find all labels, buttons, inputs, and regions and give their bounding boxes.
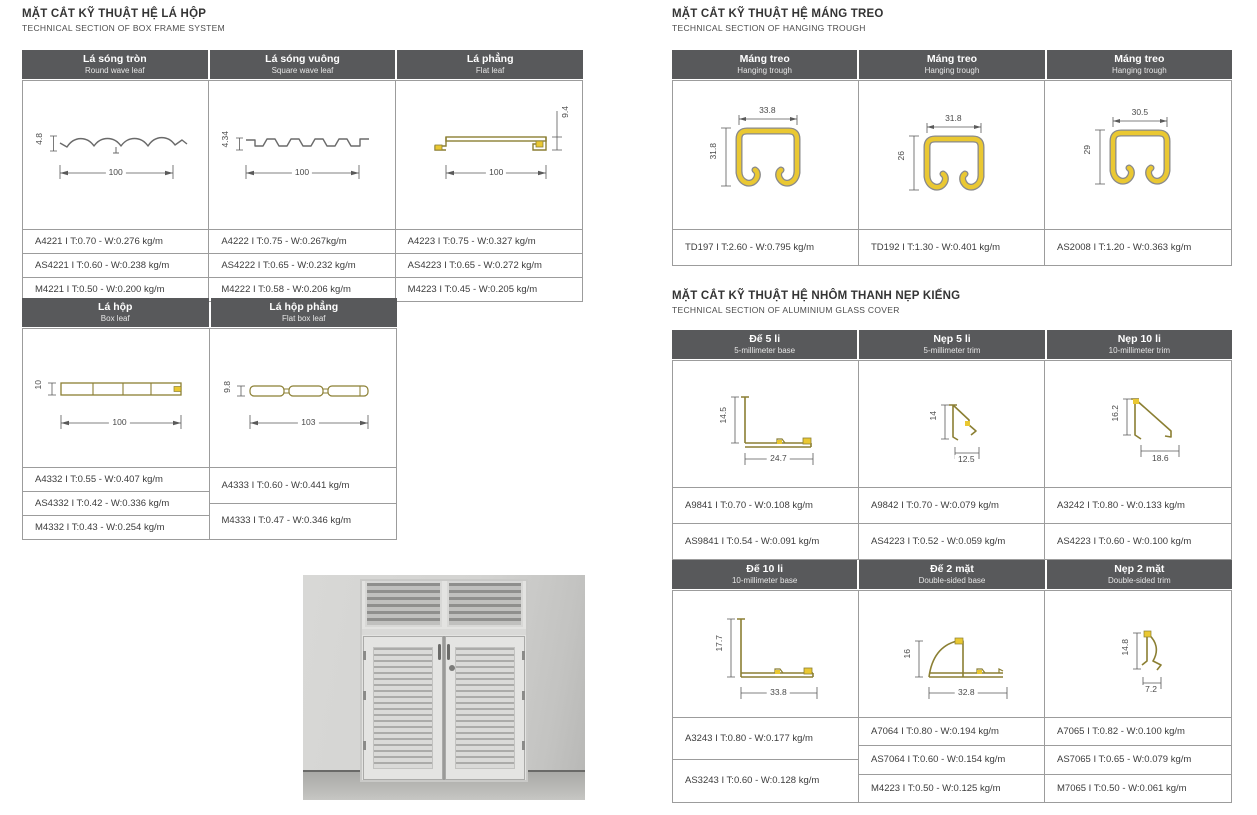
dim-label: 14: [928, 411, 938, 421]
dim-label: 4.8: [34, 133, 44, 145]
profile-path: [949, 405, 976, 440]
header-en: Box leaf: [100, 314, 130, 323]
spec-row: M4223 I T:0.45 - W:0.205 kg/m: [396, 277, 582, 301]
transom-louver-right: [447, 581, 524, 627]
column-flat-box-leaf: [210, 329, 397, 539]
dim-label: 18.6: [1149, 454, 1172, 463]
trough-profile-drawing: [859, 81, 1045, 229]
column-10mm-trim: [1045, 361, 1231, 559]
spec-row: A4222 I T:0.75 - W:0.267kg/m: [209, 229, 394, 253]
dim-label: 24.7: [767, 454, 790, 463]
column-header-flat-box-leaf: [211, 298, 398, 327]
dimension-line: [941, 405, 949, 439]
transom-louvers: [365, 581, 523, 627]
spec-row: A9841 I T:0.70 - W:0.108 kg/m: [673, 487, 858, 523]
column-trough-1: [673, 81, 859, 265]
dimension-line: [1095, 130, 1105, 184]
spec-row: AS4332 I T:0.42 - W:0.336 kg/m: [23, 491, 209, 515]
profile-accent: [775, 670, 780, 674]
profile-detail: [113, 147, 119, 153]
header-vi: Nẹp 2 mặt: [1114, 563, 1165, 575]
dim-label: 16: [902, 649, 912, 659]
spec-row: TD197 I T:2.60 - W:0.795 kg/m: [673, 229, 858, 265]
drawing-trough-3: [1045, 81, 1231, 229]
spec-row: M4221 I T:0.50 - W:0.200 kg/m: [23, 277, 208, 301]
column-header-10mm-trim: [1047, 330, 1232, 359]
profile-accent: [1133, 399, 1139, 404]
column-header-hanging-trough: [672, 50, 857, 79]
profile-path: [289, 386, 323, 396]
hanging-trough-title: MẶT CẮT KỸ THUẬT HỆ MÁNG TREO: [672, 8, 884, 20]
door-lock: [449, 665, 455, 671]
base-profile-drawing: [673, 591, 859, 717]
trough-profile-drawing: [1045, 81, 1231, 229]
hanging-trough-subtitle: TECHNICAL SECTION OF HANGING TROUGH: [672, 23, 866, 33]
drawing-flat-leaf: [396, 81, 582, 229]
body: [672, 590, 1232, 803]
column-header-5mm-base: [672, 330, 857, 359]
column-flat-leaf: [396, 81, 582, 301]
column-trough-3: [1045, 81, 1231, 265]
column-double-sided-trim: [1045, 591, 1231, 802]
dimension-line: [50, 136, 57, 151]
dimension-line: [721, 128, 731, 186]
drawing-square-wave-leaf: [209, 81, 394, 229]
hanging-trough-table: [672, 50, 1232, 266]
column-header-hanging-trough: [859, 50, 1044, 79]
spec-row: A4223 I T:0.75 - W:0.327 kg/m: [396, 229, 582, 253]
dimension-line: [1133, 633, 1141, 669]
dim-label: 33.8: [767, 688, 790, 697]
profile-outline: [927, 139, 981, 187]
dim-label: 9.8: [221, 381, 232, 393]
door-hinge: [522, 691, 525, 700]
header-vi: Máng treo: [739, 53, 790, 65]
box-leaf-profile-drawing: [23, 329, 209, 467]
profile-accent: [803, 438, 811, 444]
header-vi: Nẹp 10 li: [1117, 333, 1161, 345]
header-en: Hanging trough: [924, 66, 980, 75]
spec-row: AS7065 I T:0.65 - W:0.079 kg/m: [1045, 745, 1231, 773]
profile-outline: [1113, 133, 1167, 181]
dim-label: 12.5: [955, 455, 978, 464]
header-vi: Lá hộp phẳng: [269, 301, 339, 313]
header-vi: Lá sóng vuông: [265, 53, 340, 65]
profile-path: [1131, 399, 1171, 439]
header-en: 5-millimeter base: [734, 346, 796, 355]
profile-path: [737, 619, 813, 677]
column-header-square-wave-leaf: [210, 50, 396, 79]
spec-row: A4333 I T:0.60 - W:0.441 kg/m: [210, 467, 397, 503]
dim-label: 10: [33, 380, 43, 390]
drawing-10mm-trim: [1045, 361, 1231, 487]
profile-accent: [1144, 631, 1151, 637]
header-row: [22, 298, 397, 327]
dim-label: 9.4: [559, 106, 570, 118]
spec-row: A3243 I T:0.80 - W:0.177 kg/m: [673, 717, 858, 759]
header-row: [672, 560, 1232, 589]
trim-profile-drawing: [1045, 591, 1231, 717]
header-en: Hanging trough: [737, 66, 793, 75]
dim-label: 14.5: [718, 407, 728, 424]
door-louver-right: [455, 647, 515, 769]
dimension-line: [237, 386, 245, 396]
dim-label: 26: [896, 151, 906, 161]
header-vi: Đế 5 li: [749, 333, 781, 345]
glass-cover-table-row2: [672, 560, 1232, 803]
column-header-hanging-trough: [1047, 50, 1232, 79]
column-header-flat-leaf: [397, 50, 583, 79]
profile-path: [741, 397, 811, 447]
flat-box-leaf-profile-drawing: [210, 329, 396, 467]
dimension-line: [48, 383, 56, 395]
spec-row: M4333 I T:0.47 - W:0.346 kg/m: [210, 503, 397, 539]
column-header-5mm-trim: [859, 330, 1044, 359]
transom-louver-left: [365, 581, 442, 627]
dim-label: 16.2: [1110, 405, 1120, 422]
profile-path: [61, 383, 181, 395]
header-vi: Đế 10 li: [746, 563, 784, 575]
dim-label: 103: [298, 418, 318, 427]
dim-label: 100: [106, 168, 126, 177]
drawing-trough-1: [673, 81, 858, 229]
header-en: Flat box leaf: [281, 314, 326, 323]
drawing-trough-2: [859, 81, 1044, 229]
spec-row: M4332 I T:0.43 - W:0.254 kg/m: [23, 515, 209, 539]
profile-path: [246, 139, 369, 146]
drawing-5mm-trim: [859, 361, 1044, 487]
header-en: Round wave leaf: [85, 66, 145, 75]
header-vi: Máng treo: [1114, 53, 1165, 65]
body: [22, 328, 397, 540]
header-vi: Lá sóng tròn: [83, 53, 147, 65]
dim-label: 29: [1082, 145, 1092, 155]
door-handle-left: [438, 644, 441, 660]
dim-label: 100: [486, 168, 506, 177]
box-frame-subtitle: TECHNICAL SECTION OF BOX FRAME SYSTEM: [22, 23, 226, 33]
spec-row: M4222 I T:0.58 - W:0.206 kg/m: [209, 277, 394, 301]
dim-label: 30.5: [1129, 108, 1152, 117]
door-louver-left: [373, 647, 433, 769]
door-hinge: [363, 741, 366, 750]
column-trough-2: [859, 81, 1045, 265]
header-row: [22, 50, 583, 79]
column-header-double-sided-trim: [1047, 560, 1232, 589]
profile-path: [328, 386, 368, 396]
header-vi: Nẹp 5 li: [933, 333, 971, 345]
dimension-line: [909, 136, 919, 190]
column-double-sided-base: [859, 591, 1045, 802]
header-vi: Lá hộp: [98, 301, 133, 313]
trim-profile-drawing: [859, 361, 1045, 487]
spec-row: AS7064 I T:0.60 - W:0.154 kg/m: [859, 745, 1044, 773]
square-wave-profile-drawing: [209, 81, 395, 229]
profile-accent: [977, 670, 982, 674]
spec-row: AS4223 I T:0.60 - W:0.100 kg/m: [1045, 523, 1231, 559]
dimension-line: [927, 123, 981, 133]
spec-row: AS2008 I T:1.20 - W:0.363 kg/m: [1045, 229, 1231, 265]
spec-row: AS4223 I T:0.65 - W:0.272 kg/m: [396, 253, 582, 277]
profile-path: [1142, 633, 1161, 670]
flat-leaf-profile-drawing: [396, 81, 582, 229]
dimension-line: [236, 138, 243, 150]
base-profile-drawing: [859, 591, 1045, 717]
door-hinge: [363, 691, 366, 700]
dim-label: 33.8: [756, 106, 779, 115]
spec-row: AS3243 I T:0.60 - W:0.128 kg/m: [673, 759, 858, 801]
dim-label: 7.2: [1142, 685, 1160, 694]
profile-accent: [804, 668, 812, 674]
header-en: Double-sided base: [918, 576, 986, 585]
drawing-double-sided-trim: [1045, 591, 1231, 717]
column-header-10mm-base: [672, 560, 857, 589]
body: [22, 80, 583, 302]
spec-row: AS4222 I T:0.65 - W:0.232 kg/m: [209, 253, 394, 277]
spec-row: TD192 I T:1.30 - W:0.401 kg/m: [859, 229, 1044, 265]
header-vi: Đế 2 mặt: [930, 563, 974, 575]
profile-outline: [739, 131, 797, 183]
dimension-line: [727, 619, 735, 677]
profile-accent: [777, 440, 782, 444]
spec-row: AS4223 I T:0.52 - W:0.059 kg/m: [859, 523, 1044, 559]
door-hinge: [363, 651, 366, 660]
double-doors: [363, 636, 525, 780]
spec-row: M4223 I T:0.50 - W:0.125 kg/m: [859, 774, 1044, 802]
column-header-double-sided-base: [859, 560, 1044, 589]
door-leaf-right: [445, 636, 525, 780]
profile-accent: [435, 145, 442, 150]
column-5mm-trim: [859, 361, 1045, 559]
trough-profile-drawing: [673, 81, 859, 229]
drawing-double-sided-base: [859, 591, 1044, 717]
profile-accent: [955, 638, 963, 644]
glass-cover-table-row1: [672, 330, 1232, 560]
dim-label: 100: [109, 418, 129, 427]
body: [672, 80, 1232, 266]
glass-cover-subtitle: TECHNICAL SECTION OF ALUMINIUM GLASS COVER: [672, 305, 900, 315]
spec-row: A9842 I T:0.70 - W:0.079 kg/m: [859, 487, 1044, 523]
louvered-double-door-photo: [303, 575, 585, 800]
column-5mm-base: [673, 361, 859, 559]
spec-row: AS9841 I T:0.54 - W:0.091 kg/m: [673, 523, 858, 559]
drawing-flat-box-leaf: [210, 329, 397, 467]
dim-label: 4.34: [220, 131, 231, 148]
spec-row: A7065 I T:0.82 - W:0.100 kg/m: [1045, 717, 1231, 745]
dim-label: 31.8: [708, 143, 718, 160]
profile-accent: [536, 141, 543, 147]
trim-profile-drawing: [1045, 361, 1231, 487]
box-frame-table-group1: [22, 50, 583, 302]
dim-label: 17.7: [714, 635, 724, 652]
profile-accent: [965, 421, 970, 426]
spec-row: A3242 I T:0.80 - W:0.133 kg/m: [1045, 487, 1231, 523]
spec-row: M7065 I T:0.50 - W:0.061 kg/m: [1045, 774, 1231, 802]
header-vi: Máng treo: [926, 53, 978, 65]
doorway-frame: [360, 579, 528, 782]
column-header-box-leaf: [22, 298, 209, 327]
profile-fill: [927, 139, 981, 187]
door-hinge: [522, 651, 525, 660]
dimension-line: [915, 641, 923, 677]
dim-label: 100: [292, 168, 312, 177]
drawing-10mm-base: [673, 591, 858, 717]
dimension-line: [731, 397, 739, 443]
box-frame-table-group2: [22, 298, 397, 540]
body: [672, 360, 1232, 560]
header-row: [672, 50, 1232, 79]
door-leaf-left: [363, 636, 443, 780]
drawing-box-leaf: [23, 329, 209, 467]
header-en: Double-sided trim: [1107, 576, 1171, 585]
profile-path: [929, 641, 1003, 677]
profile-path: [250, 386, 284, 396]
header-en: Hanging trough: [1111, 66, 1167, 75]
round-wave-profile-drawing: [23, 81, 209, 229]
dim-label: 31.8: [942, 114, 965, 123]
profile-fill: [1113, 133, 1167, 181]
glass-cover-title: MẶT CẮT KỸ THUẬT HỆ NHÔM THANH NẸP KIẾNG: [672, 290, 961, 302]
column-square-wave-leaf: [209, 81, 395, 301]
dim-label: 32.8: [955, 688, 978, 697]
header-en: Square wave leaf: [271, 66, 334, 75]
profile-path: [60, 138, 187, 147]
header-row: [672, 330, 1232, 359]
base-profile-drawing: [673, 361, 859, 487]
dim-label: 14.8: [1120, 639, 1130, 656]
column-box-leaf: [23, 329, 210, 539]
column-10mm-base: [673, 591, 859, 802]
header-en: 10-millimeter base: [731, 576, 798, 585]
dimension-line: [1113, 117, 1167, 127]
dimension-line: [739, 115, 797, 125]
column-round-wave-leaf: [23, 81, 209, 301]
header-en: 5-millimeter trim: [923, 346, 981, 355]
transom-beam: [362, 629, 526, 635]
box-frame-title: MẶT CẮT KỸ THUẬT HỆ LÁ HỘP: [22, 8, 207, 20]
header-en: Flat leaf: [475, 66, 505, 75]
spec-row: A7064 I T:0.80 - W:0.194 kg/m: [859, 717, 1044, 745]
drawing-round-wave-leaf: [23, 81, 208, 229]
profile-fill: [739, 131, 797, 183]
drawing-5mm-base: [673, 361, 858, 487]
door-hinge: [522, 741, 525, 750]
spec-row: A4332 I T:0.55 - W:0.407 kg/m: [23, 467, 209, 491]
spec-row: AS4221 I T:0.60 - W:0.238 kg/m: [23, 253, 208, 277]
header-vi: Lá phẳng: [466, 53, 514, 65]
column-header-round-wave-leaf: [22, 50, 208, 79]
dimension-line: [1123, 399, 1131, 435]
profile-accent: [174, 387, 181, 392]
door-handle-right: [447, 644, 450, 660]
profile-path: [446, 137, 546, 141]
header-en: 10-millimeter trim: [1108, 346, 1170, 355]
spec-row: A4221 I T:0.70 - W:0.276 kg/m: [23, 229, 208, 253]
